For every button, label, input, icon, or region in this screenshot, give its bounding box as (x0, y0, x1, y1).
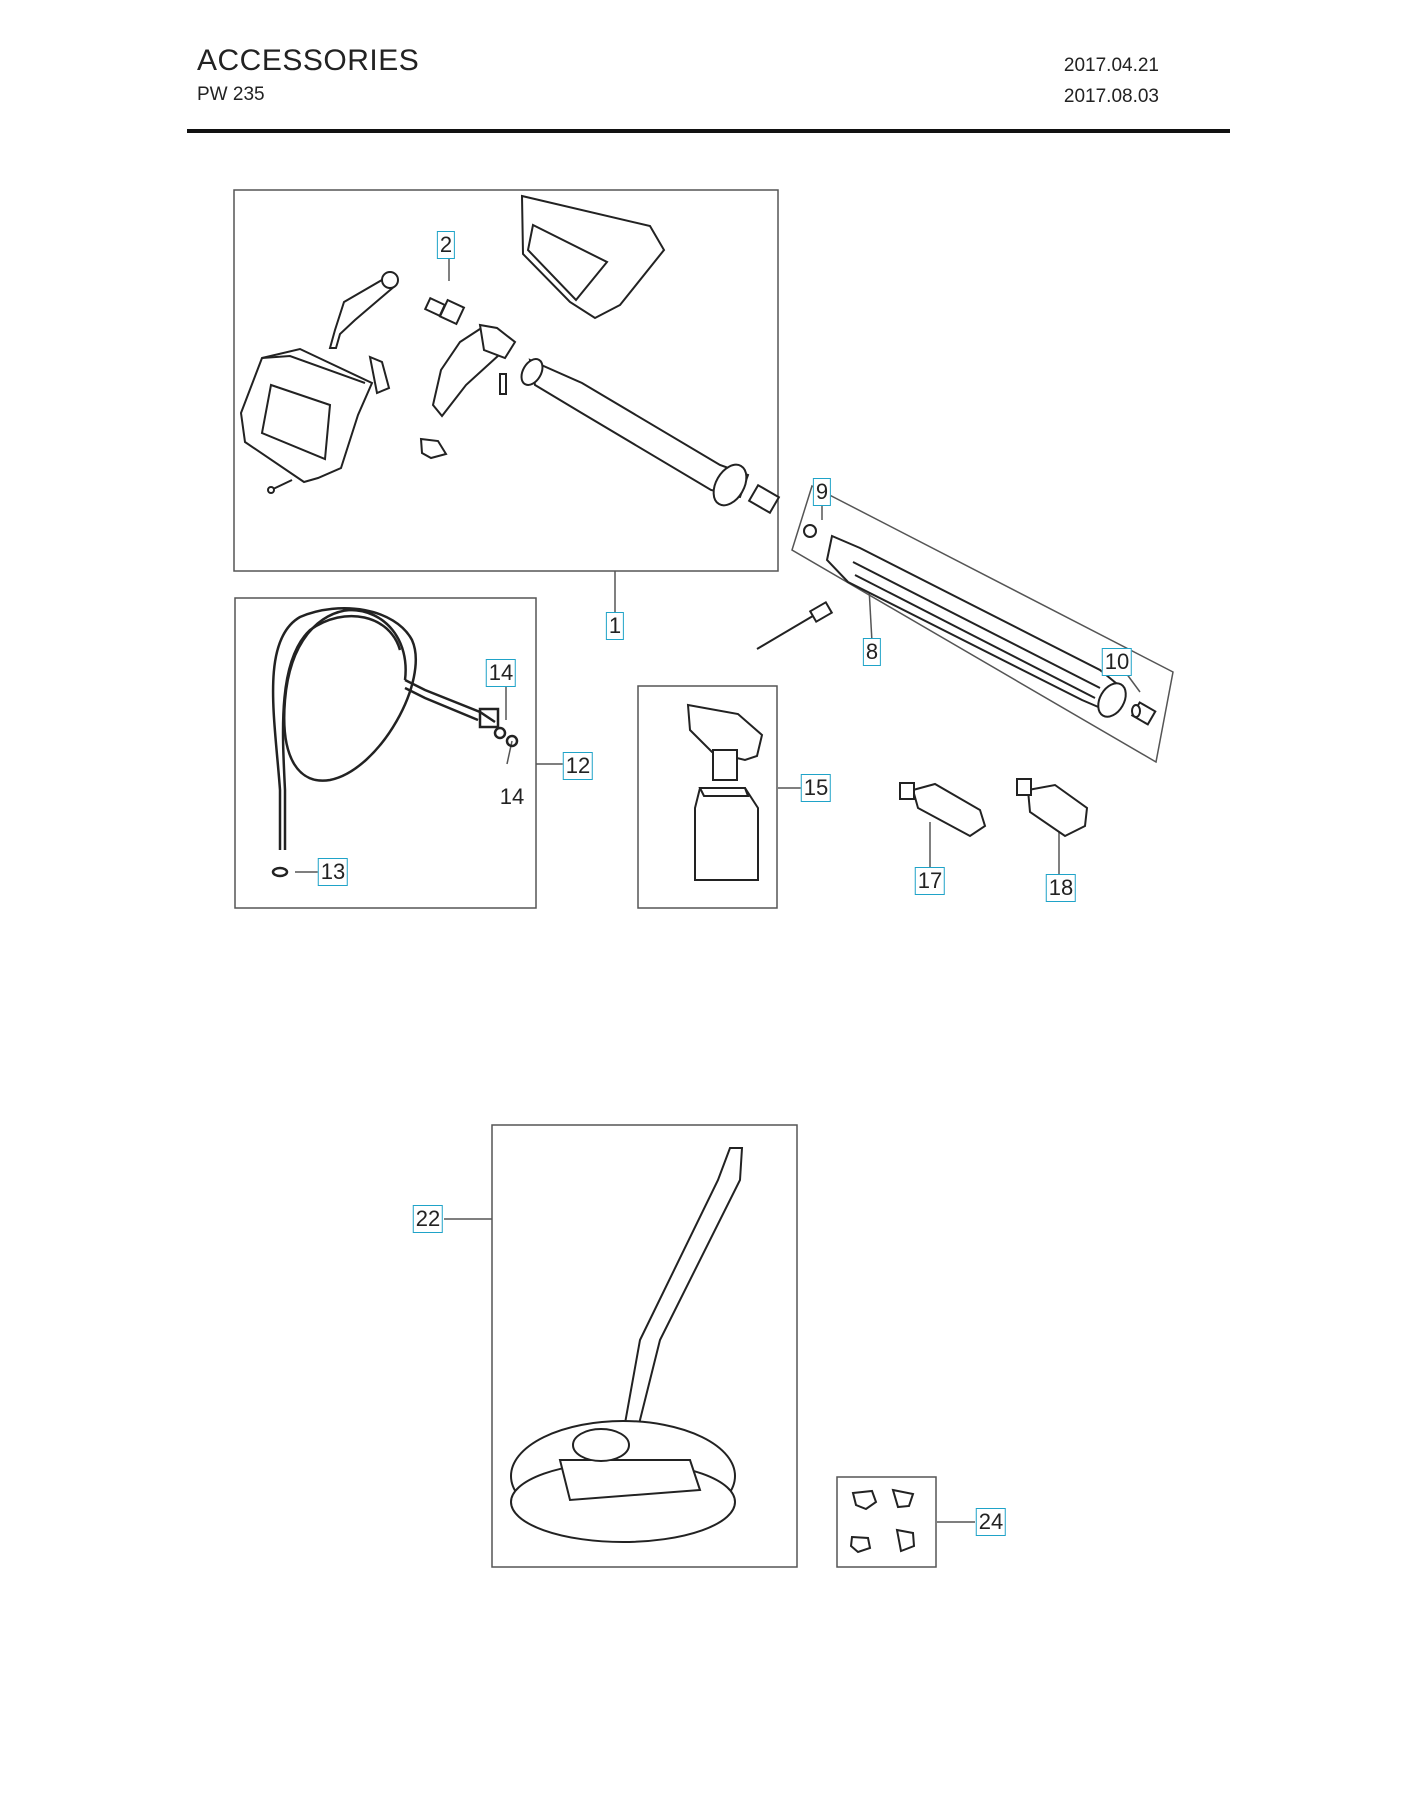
callout-17[interactable]: 17 (915, 867, 945, 895)
callout-1[interactable]: 1 (606, 612, 624, 640)
callout-8[interactable]: 8 (863, 638, 881, 666)
date-created: 2017.04.21 (1063, 55, 1159, 76)
nozzle-17-part (913, 784, 985, 836)
label-14-bottom: 14 (499, 784, 525, 809)
callout-15[interactable]: 15 (801, 774, 831, 802)
callout-13[interactable]: 13 (318, 858, 348, 886)
model-number: PW 235 (197, 84, 265, 105)
page-title: ACCESSORIES (197, 44, 420, 77)
callout-14-top[interactable]: 14 (486, 659, 516, 687)
callout-9[interactable]: 9 (813, 478, 831, 506)
nozzle-18-part (1028, 785, 1087, 836)
callout-10[interactable]: 10 (1102, 648, 1132, 676)
foam-bottle-part (695, 788, 758, 880)
gun-tube-part (530, 360, 748, 497)
nozzle-kit-group-box (837, 1477, 936, 1567)
callout-2[interactable]: 2 (437, 231, 455, 259)
callout-22[interactable]: 22 (413, 1205, 443, 1233)
callout-12[interactable]: 12 (563, 752, 593, 780)
surface-cleaner-handle-part (622, 1148, 742, 1440)
date-revised: 2017.08.03 (1063, 86, 1159, 107)
callout-18[interactable]: 18 (1046, 874, 1076, 902)
callout-24[interactable]: 24 (976, 1508, 1006, 1536)
